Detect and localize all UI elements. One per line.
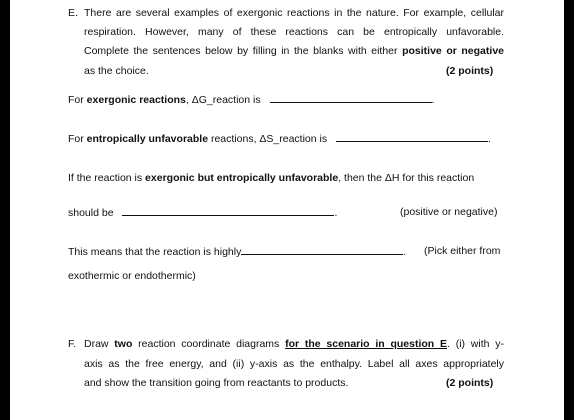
question-f-label: F. — [68, 338, 77, 350]
sentence-exergonic-dg: For exergonic reactions, ΔG_reaction is . — [68, 94, 435, 106]
question-e-line-3-text: Complete the sentences below by filling in the blanks with either — [84, 45, 403, 57]
question-e-reference: for the scenario in question E — [285, 338, 447, 350]
sentence-highly-line-2: exothermic or endothermic) — [68, 270, 196, 282]
sentence-dh-hint: (positive or negative) — [400, 206, 498, 218]
sentence-highly-hint: (Pick either from — [424, 245, 501, 257]
question-f-line-1: Draw two reaction coordinate diagrams for the scenario in question E. (i) with y- — [84, 338, 505, 350]
sentence-dh-line-2: should be . — [68, 207, 338, 219]
document-page — [10, 0, 564, 420]
question-f-line-3: and show the transition going from reactants to products. — [84, 377, 349, 389]
blank-dg-reaction[interactable] — [270, 92, 432, 103]
blank-dh-sign[interactable] — [122, 205, 334, 216]
blank-ds-reaction[interactable] — [336, 131, 488, 142]
question-f-line-2: axis as the free energy, and (ii) y-axis as the enthalpy. Label all axes appropriately — [84, 358, 504, 370]
question-e-points: (2 points) — [446, 65, 494, 77]
blank-exo-endo[interactable] — [241, 244, 403, 255]
question-e-line-4: as the choice. — [84, 65, 149, 77]
sentence-entropically-unfavorable-ds: For entropically unfavorable reactions, ΔS_reaction is . — [68, 133, 491, 145]
question-e-label: E. — [68, 7, 78, 19]
sentence-highly-line-1: This means that the reaction is highly . — [68, 246, 407, 258]
question-e-choice-emphasis: positive or negative — [402, 45, 504, 57]
question-e-line-2: respiration. However, many of these reactions can be entropically unfavorable. — [84, 26, 504, 38]
question-e-line-1: There are several examples of exergonic reactions in the nature. For example, cellular — [84, 7, 504, 19]
sentence-dh-line-1: If the reaction is exergonic but entropically unfavorable, then the ΔH for this reaction — [68, 172, 475, 184]
question-f-points: (2 points) — [446, 377, 494, 389]
question-e-line-3 — [84, 44, 504, 58]
